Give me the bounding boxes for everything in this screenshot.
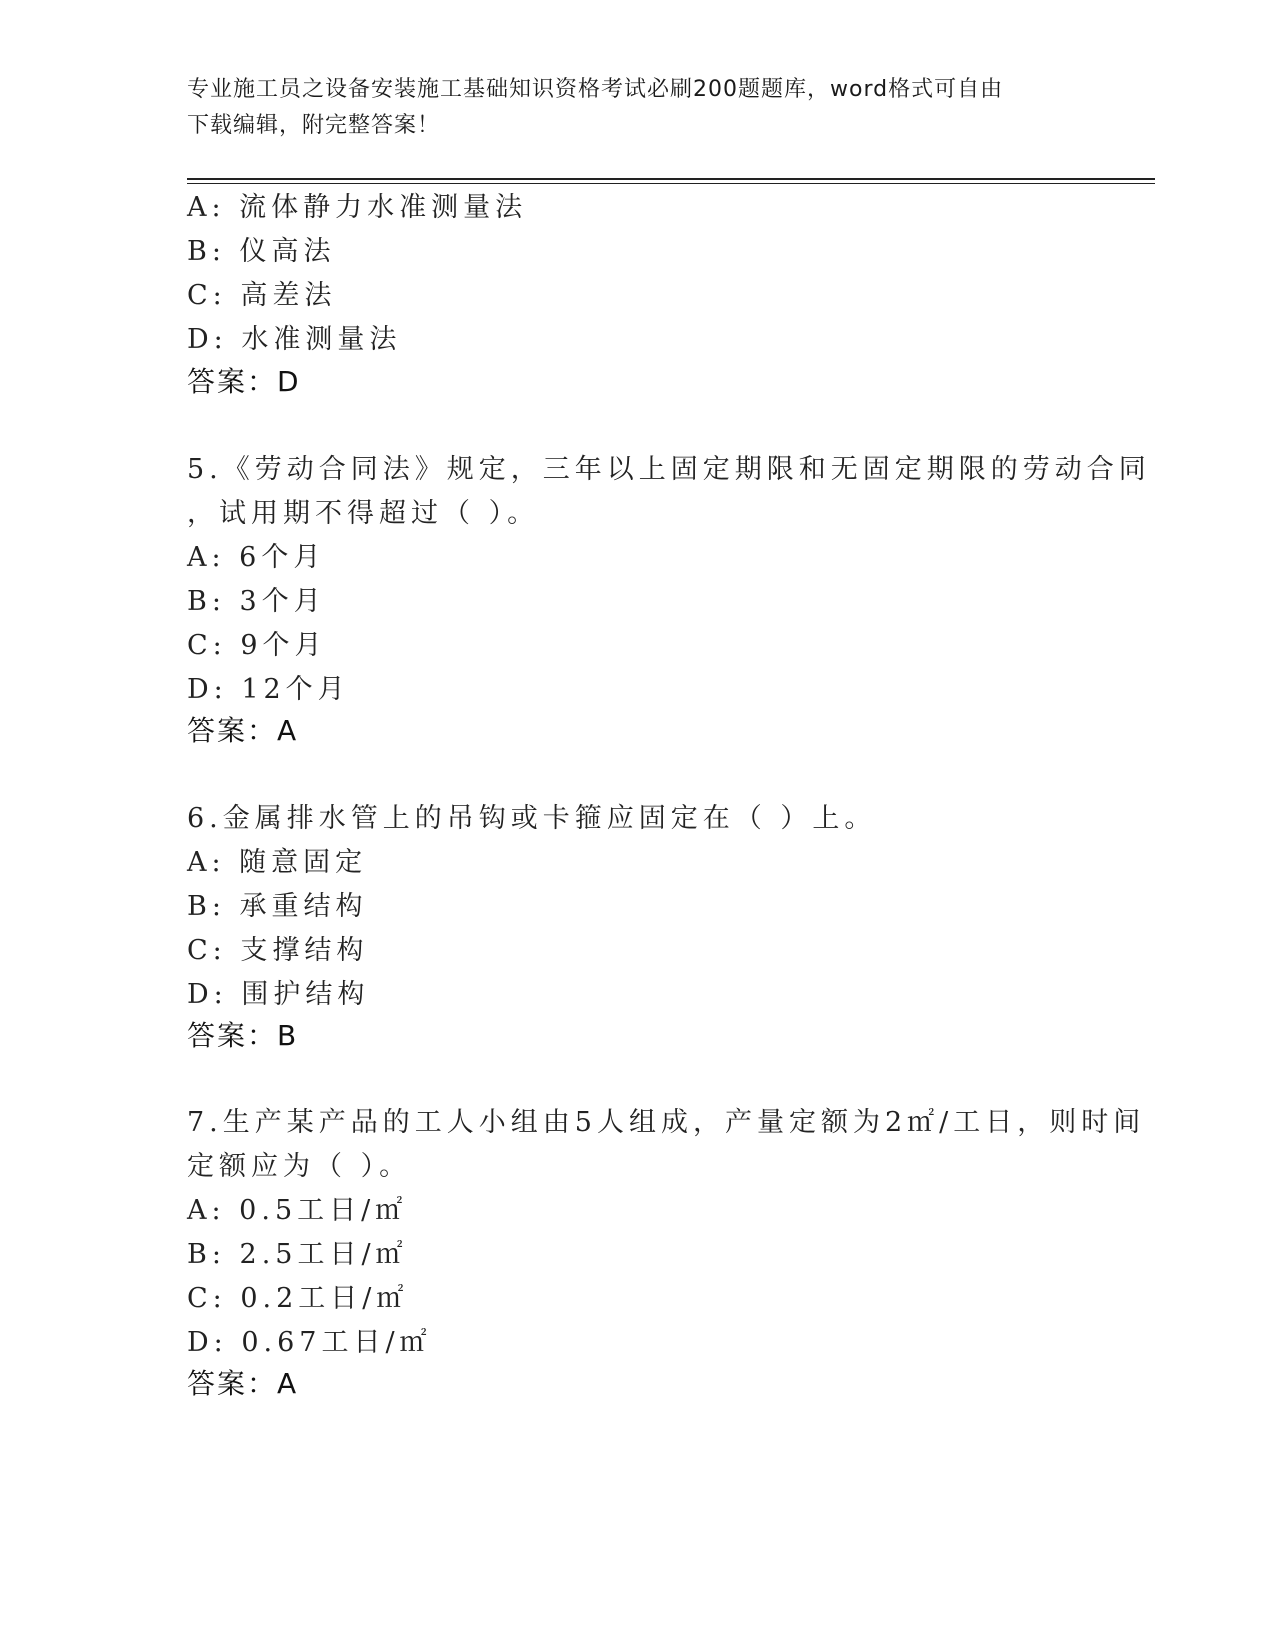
q4-option-d: D: 水准测量法 bbox=[187, 324, 402, 355]
q7-option-a: A: 0.5工日/㎡ bbox=[187, 1195, 408, 1226]
q6-option-b: B: 承重结构 bbox=[187, 891, 368, 922]
q6-option-d: D: 围护结构 bbox=[187, 979, 370, 1010]
q5-option-b: B: 3个月 bbox=[187, 586, 326, 617]
header-divider-thin bbox=[187, 183, 1155, 184]
q7-answer: 答案：A bbox=[187, 1367, 299, 1400]
q7-option-d: D: 0.67工日/㎡ bbox=[187, 1327, 432, 1358]
q7-stem-line-1: 7.生产某产品的工人小组由5人组成，产量定额为2㎡/工日，则时间 bbox=[187, 1107, 1146, 1138]
q4-option-a: A: 流体静力水准测量法 bbox=[187, 192, 528, 223]
q5-option-c: C: 9个月 bbox=[187, 630, 327, 661]
q5-option-d: D: 12个月 bbox=[187, 674, 350, 705]
q6-answer: 答案：B bbox=[187, 1019, 299, 1052]
q7-stem-line-2: 定额应为（ ）。 bbox=[187, 1151, 412, 1182]
q5-answer: 答案：A bbox=[187, 714, 299, 747]
q5-stem-line-1: 5.《劳动合同法》规定，三年以上固定期限和无固定期限的劳动合同 bbox=[187, 454, 1151, 485]
q5-option-a: A: 6个月 bbox=[187, 542, 326, 573]
document-page bbox=[187, 0, 1155, 1650]
header-line-2: 下载编辑，附完整答案！ bbox=[187, 113, 441, 138]
q4-option-c: C: 高差法 bbox=[187, 280, 337, 311]
q4-option-b: B: 仪高法 bbox=[187, 236, 336, 267]
q7-option-c: C: 0.2工日/㎡ bbox=[187, 1283, 409, 1314]
q6-stem-line-1: 6.金属排水管上的吊钩或卡箍应固定在（ ）上。 bbox=[187, 803, 877, 834]
header-line-1: 专业施工员之设备安装施工基础知识资格考试必刷200题题库，word格式可自由 bbox=[187, 77, 1004, 102]
q7-option-b: B: 2.5工日/㎡ bbox=[187, 1239, 408, 1270]
q5-stem-line-2: ，试用期不得超过（ ）。 bbox=[187, 498, 540, 529]
header-divider bbox=[187, 178, 1155, 180]
document-header bbox=[187, 72, 1067, 144]
q6-option-a: A: 随意固定 bbox=[187, 847, 368, 878]
q6-option-c: C: 支撑结构 bbox=[187, 935, 369, 966]
q4-answer: 答案：D bbox=[187, 365, 301, 398]
